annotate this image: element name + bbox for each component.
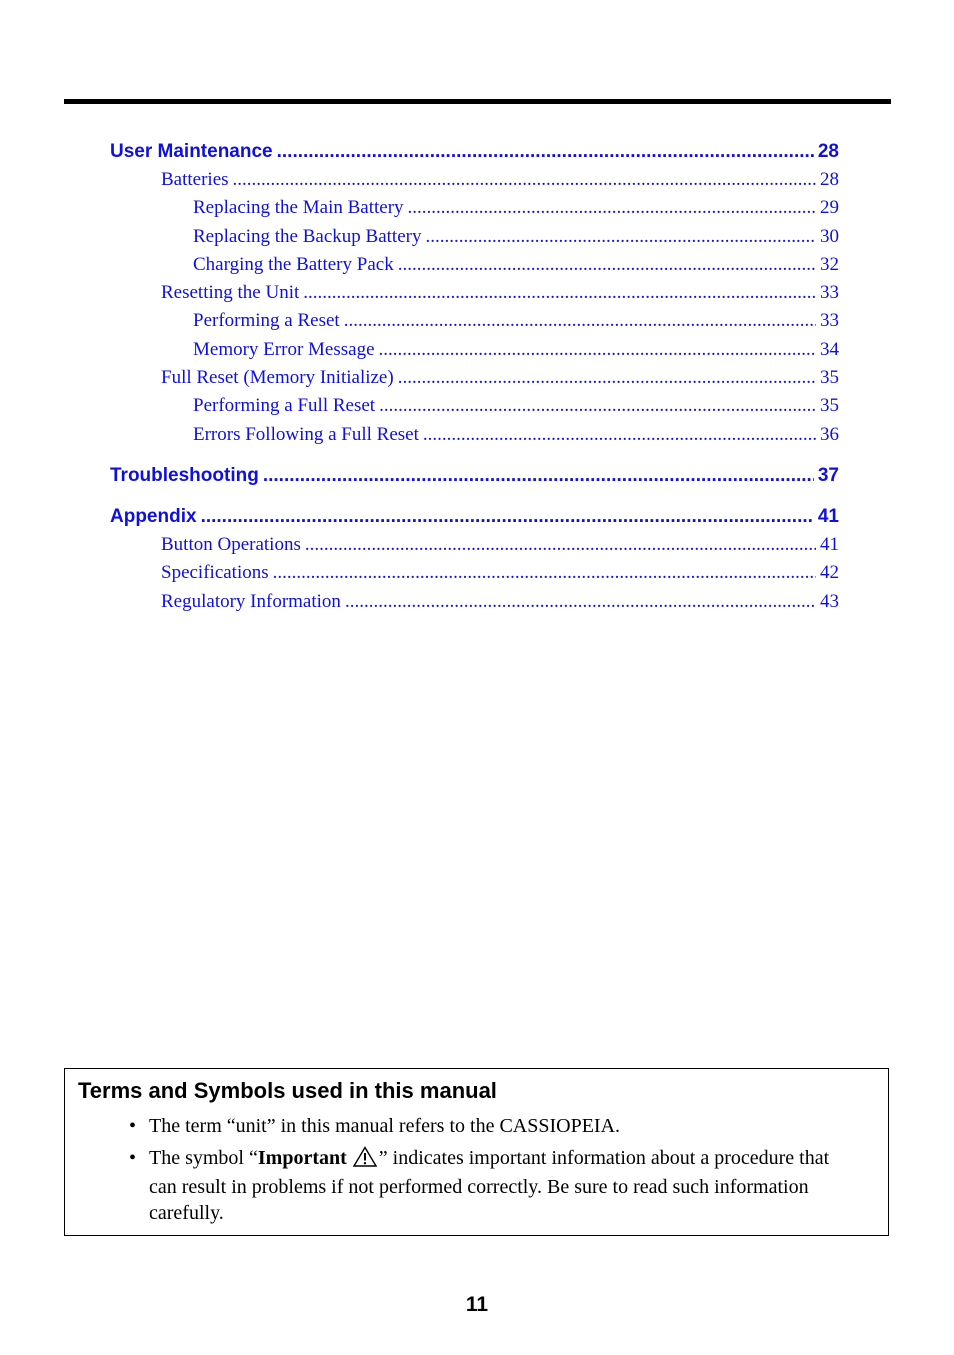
- terms-and-symbols-box: [64, 1068, 889, 1236]
- toc-entry-title: Button Operations: [161, 533, 301, 555]
- toc-dot-leader: [233, 166, 816, 194]
- toc-dot-leader: [408, 194, 816, 222]
- toc-dot-leader: [201, 503, 814, 531]
- toc-dot-leader: [303, 279, 816, 307]
- toc-entry-title: Resetting the Unit: [161, 282, 300, 304]
- symbol-text-after: ” indicates important information about a procedure that can result in problems if not performed correctly. Be sure to read such information carefully.: [149, 1147, 830, 1224]
- toc-entry-replacing-the-main-battery[interactable]: [110, 194, 839, 222]
- toc-dot-leader: [273, 559, 816, 587]
- toc-entry-batteries[interactable]: [110, 166, 839, 194]
- toc-entry-memory-error-message[interactable]: [110, 336, 839, 364]
- toc-entry-title: User Maintenance: [110, 141, 273, 162]
- toc-entry-page: 35: [820, 367, 839, 389]
- toc-entry-page: 36: [820, 423, 839, 445]
- toc-entry-title: Troubleshooting: [110, 464, 259, 486]
- toc-entry-title: Replacing the Main Battery: [193, 197, 404, 219]
- list-item: [129, 1113, 859, 1139]
- toc-entry-full-reset-memory-initialize[interactable]: [110, 364, 839, 392]
- toc-entry-title: Replacing the Backup Battery: [193, 225, 422, 247]
- warning-triangle-icon: [353, 1146, 377, 1174]
- toc-entry-page: 32: [820, 253, 839, 275]
- toc-dot-leader: [423, 421, 816, 449]
- toc-section-gap: [110, 490, 839, 503]
- toc-entry-title: Regulatory Information: [161, 590, 341, 612]
- toc-entry-replacing-the-backup-battery[interactable]: [110, 223, 839, 251]
- toc-entry-page: 43: [820, 590, 839, 612]
- toc-entry-page: 37: [817, 464, 839, 486]
- toc-entry-page: 35: [820, 395, 839, 417]
- toc-dot-leader: [263, 462, 814, 490]
- toc-entry-title: Memory Error Message: [193, 338, 375, 360]
- toc-entry-button-operations[interactable]: [110, 531, 839, 559]
- toc-dot-leader: [398, 364, 816, 392]
- toc-entry-troubleshooting[interactable]: [110, 462, 839, 490]
- toc-entry-title: Errors Following a Full Reset: [193, 423, 419, 445]
- toc-entry-title: Performing a Reset: [193, 310, 340, 332]
- toc-entry-page: 29: [820, 197, 839, 219]
- toc-entry-title: Specifications: [161, 562, 269, 584]
- bullet: •: [129, 1147, 137, 1169]
- toc-entry-page: 28: [817, 141, 839, 162]
- term-unit-text: The term “unit” in this manual refers to the CASSIOPEIA.: [149, 1115, 621, 1137]
- toc-entry-title: Performing a Full Reset: [193, 395, 376, 417]
- toc-entry-page: 30: [820, 225, 839, 247]
- toc-section-gap: [110, 449, 839, 462]
- important-label: Important: [257, 1147, 347, 1169]
- toc-dot-leader: [379, 336, 816, 364]
- toc-entry-appendix[interactable]: [110, 503, 839, 531]
- toc-entry-page: 28: [820, 169, 839, 190]
- toc-entry-performing-a-full-reset[interactable]: [110, 392, 839, 420]
- toc-entry-page: 33: [820, 282, 839, 304]
- terms-list: [129, 1113, 859, 1232]
- symbol-text-before: The symbol “: [149, 1147, 258, 1169]
- toc-entry-errors-following-a-full-reset[interactable]: [110, 421, 839, 449]
- toc-entry-title: Charging the Battery Pack: [193, 253, 394, 275]
- toc-dot-leader: [345, 588, 816, 616]
- toc-entry-specifications[interactable]: [110, 559, 839, 587]
- toc-entry-title: Batteries: [161, 169, 229, 190]
- toc-entry-regulatory-information[interactable]: [110, 588, 839, 616]
- toc-entry-page: 41: [817, 505, 839, 527]
- toc-entry-resetting-the-unit[interactable]: [110, 279, 839, 307]
- list-item: [129, 1145, 859, 1226]
- toc-dot-leader: [379, 392, 816, 420]
- toc-entry-user-maintenance[interactable]: [110, 138, 839, 166]
- page-number: 11: [465, 1293, 489, 1316]
- table-of-contents: [110, 138, 839, 616]
- toc-entry-page: 34: [820, 338, 839, 360]
- toc-dot-leader: [344, 307, 816, 335]
- toc-entry-page: 41: [820, 533, 839, 555]
- toc-entry-charging-the-battery-pack[interactable]: [110, 251, 839, 279]
- terms-box-title: Terms and Symbols used in this manual: [78, 1078, 497, 1103]
- toc-dot-leader: [277, 138, 814, 166]
- toc-entry-performing-a-reset[interactable]: [110, 307, 839, 335]
- toc-entry-title: Appendix: [110, 505, 197, 527]
- toc-entry-title: Full Reset (Memory Initialize): [161, 367, 394, 389]
- bullet: •: [129, 1115, 137, 1137]
- toc-dot-leader: [305, 531, 816, 559]
- top-rule: [64, 99, 891, 104]
- toc-entry-page: 33: [820, 310, 839, 332]
- toc-dot-leader: [398, 251, 816, 279]
- toc-entry-page: 42: [820, 562, 839, 584]
- toc-dot-leader: [425, 223, 816, 251]
